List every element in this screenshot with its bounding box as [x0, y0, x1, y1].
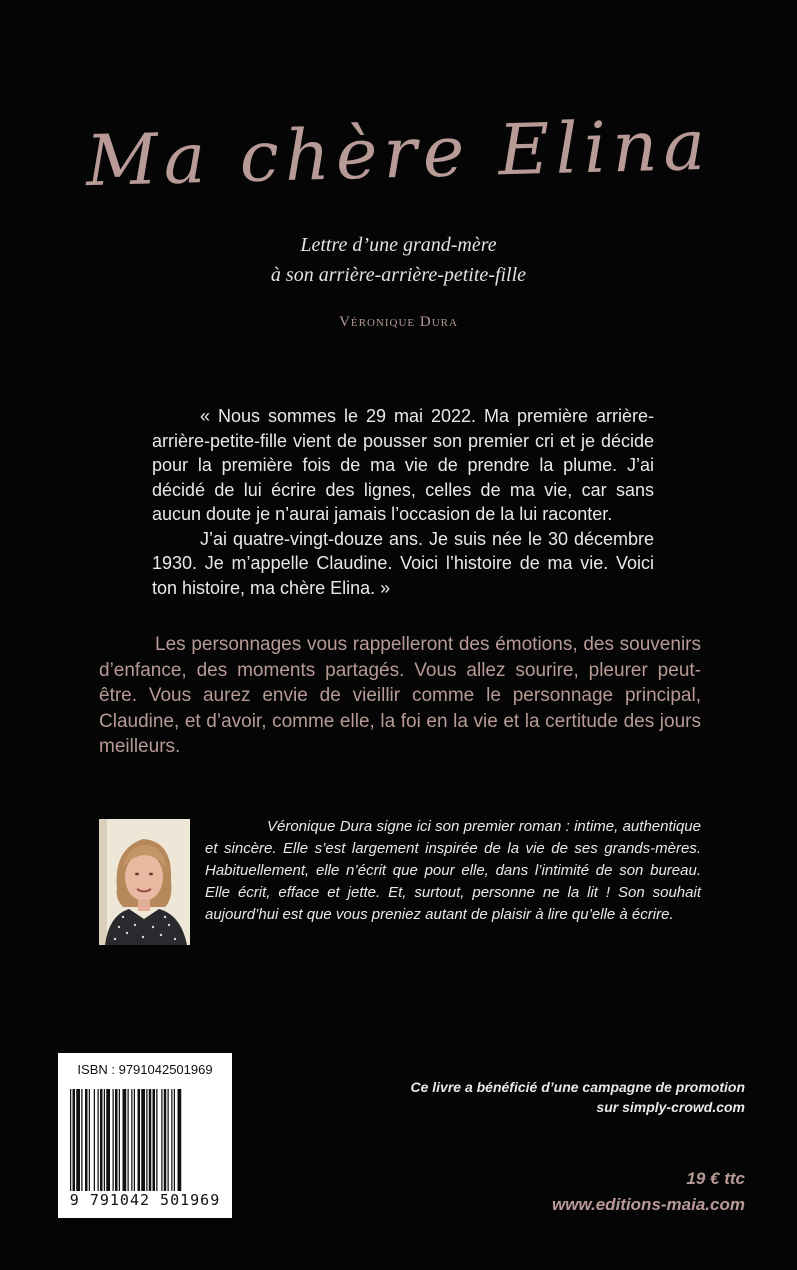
- book-blurb: [99, 632, 701, 760]
- promotion-note: [325, 1077, 745, 1117]
- quote-paragraph-2: J’ai quatre-vingt-douze ans. Je suis née le 30 décembre 1930. Je m’appelle Claudine. Voici l’histoire de ma vie. Voici ton histoire, ma chère Elina. »: [152, 528, 654, 598]
- book-title: Ma chère Elina: [84, 103, 713, 203]
- excerpt-quote: [152, 404, 654, 600]
- isbn-label: ISBN : 9791042501969: [77, 1062, 213, 1077]
- author-portrait-icon: [99, 819, 190, 945]
- promo-line-1: Ce livre a bénéficié d’une campagne de promotion: [410, 1079, 745, 1095]
- isbn-barcode: [58, 1053, 232, 1218]
- blurb-paragraph: Les personnages vous rappelleront des émotions, des souvenirs d’enfance, des moments partagés. Vous allez sourire, pleurer peut-être. Vous aurez envie de vieillir comme le personnage principal, Claudine, et d’avoir, comme elle, la foi en la vie et la certitude des jours meilleurs.: [99, 634, 701, 757]
- barcode-icon: [70, 1089, 220, 1191]
- author-photo: [99, 819, 190, 945]
- quote-paragraph-1: « Nous sommes le 29 mai 2022. Ma première arrière-arrière-petite-fille vient de pousser son premier cri et je décide pour la première fois de ma vie de prendre la plume. J’ai décidé de lui écrire des lignes, celles de ma vie, car sans aucun doute je n’aurai jamais l’occasion de la lui raconter.: [152, 406, 654, 524]
- subtitle-line-2: à son arrière-arrière-petite-fille: [270, 264, 527, 286]
- promo-line-2: sur simply-crowd.com: [596, 1099, 745, 1115]
- subtitle-line-1: Lettre d’une grand-mère: [300, 234, 497, 256]
- publisher-website: www.editions-maia.com: [551, 1195, 745, 1214]
- price-block: [445, 1166, 745, 1218]
- barcode-number: 9 791042 501969: [69, 1191, 221, 1209]
- price-amount: 19 € ttc: [686, 1169, 745, 1188]
- book-subtitle: [0, 230, 797, 290]
- author-name: Véronique Dura: [339, 314, 458, 330]
- bio-paragraph: Véronique Dura signe ici son premier roman : intime, authentique et sincère. Elle s’est largement inspirée de la vie de ses grands-mères. Habituellement, elle n’écrit que pour elle, dans l’intimité de son bureau. Elle écrit, efface et jette. Et, surtout, personne ne la lit ! Son souhait aujourd’hui est que vous preniez autant de plaisir à lire qu’elle à écrire.: [205, 818, 701, 923]
- author-bio: [205, 816, 701, 926]
